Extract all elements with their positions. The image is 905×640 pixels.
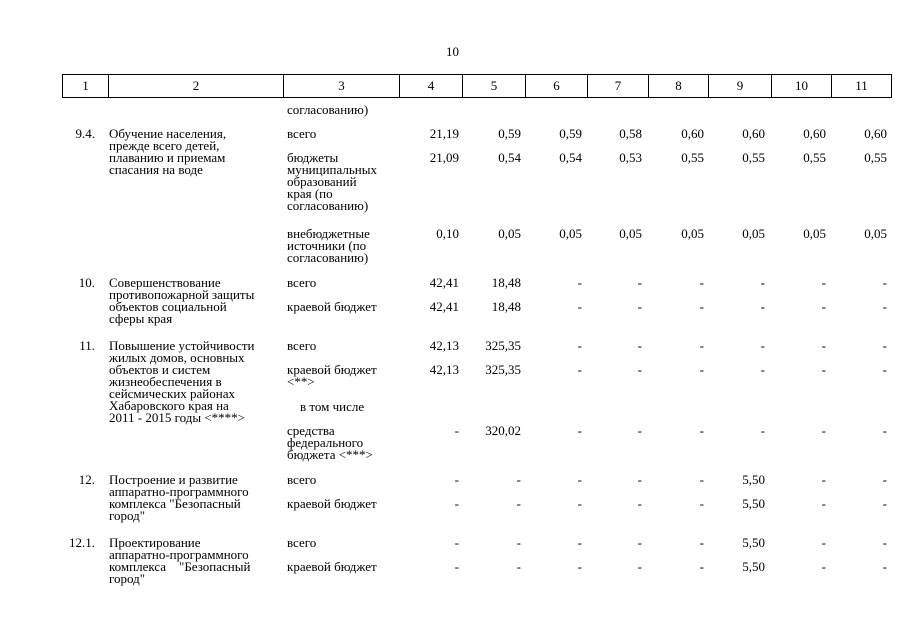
funding-source: краевой бюджет (287, 559, 377, 574)
value-cell-col-8: - (699, 299, 704, 314)
value-cell-col-6: - (577, 299, 582, 314)
header-col-9: 9 (709, 75, 772, 98)
value-cell-col-10: - (821, 275, 826, 290)
value-cell-col-8: - (699, 275, 704, 290)
funding-source: в том числе (300, 399, 365, 414)
funding-source: краевой бюджет <**> (287, 362, 377, 389)
value-cell-col-6: - (577, 559, 582, 574)
value-cell-col-6: - (577, 535, 582, 550)
measure-name: Проектирование аппаратно-программного комплекса "Безопасный город" (109, 535, 251, 586)
value-cell-col-11: - (882, 472, 887, 487)
funding-source: всего (287, 275, 317, 290)
value-cell-col-7: 0,58 (619, 126, 642, 141)
value-cell-col-7: - (637, 535, 642, 550)
value-cell-col-10: - (821, 535, 826, 550)
value-cell-col-8: - (699, 496, 704, 511)
value-cell-col-11: - (882, 423, 887, 438)
value-cell-col-5: 0,54 (498, 150, 521, 165)
value-cell-col-11: - (882, 338, 887, 353)
value-cell-col-9: 5,50 (742, 535, 765, 550)
row-number: 11. (79, 338, 95, 353)
value-cell-col-6: - (577, 423, 582, 438)
value-cell-col-9: - (760, 275, 765, 290)
value-cell-col-5: 18,48 (491, 299, 521, 314)
header-col-6: 6 (526, 75, 588, 98)
value-cell-col-6: 0,05 (559, 226, 582, 241)
funding-source: всего (287, 535, 317, 550)
value-cell-col-11: 0,05 (864, 226, 887, 241)
funding-source: всего (287, 472, 317, 487)
value-cell-col-8: - (699, 559, 704, 574)
funding-source: бюджеты муниципальных образований края (по согласованию) (287, 150, 378, 213)
value-cell-col-8: - (699, 472, 704, 487)
value-cell-col-11: - (882, 299, 887, 314)
value-cell-col-10: 0,55 (803, 150, 826, 165)
value-cell-col-8: 0,55 (681, 150, 704, 165)
header-col-4: 4 (400, 75, 463, 98)
value-cell-col-11: - (882, 362, 887, 377)
value-cell-col-5: 325,35 (485, 338, 521, 353)
value-cell-col-8: - (699, 535, 704, 550)
value-cell-col-7: - (637, 423, 642, 438)
value-cell-col-4: - (454, 559, 459, 574)
value-cell-col-4: 0,10 (436, 226, 459, 241)
value-cell-col-6: 0,59 (559, 126, 582, 141)
value-cell-col-5: - (516, 496, 521, 511)
value-cell-col-9: - (760, 423, 765, 438)
value-cell-col-4: 21,19 (429, 126, 459, 141)
header-col-10: 10 (772, 75, 832, 98)
header-col-2: 2 (109, 75, 284, 98)
header-col-3: 3 (284, 75, 400, 98)
value-cell-col-4: 42,13 (429, 338, 459, 353)
value-cell-col-9: 5,50 (742, 559, 765, 574)
funding-source: всего (287, 338, 317, 353)
value-cell-col-5: - (516, 559, 521, 574)
value-cell-col-11: - (882, 275, 887, 290)
value-cell-col-10: - (821, 559, 826, 574)
value-cell-col-4: 42,41 (429, 275, 459, 290)
value-cell-col-8: - (699, 423, 704, 438)
value-cell-col-7: - (637, 362, 642, 377)
column-number-header (62, 74, 892, 98)
value-cell-col-10: - (821, 299, 826, 314)
value-cell-col-4: - (454, 423, 459, 438)
value-cell-col-9: 0,55 (742, 150, 765, 165)
value-cell-col-6: 0,54 (559, 150, 582, 165)
value-cell-col-8: - (699, 338, 704, 353)
value-cell-col-6: - (577, 338, 582, 353)
value-cell-col-4: 42,41 (429, 299, 459, 314)
value-cell-col-5: 325,35 (485, 362, 521, 377)
value-cell-col-8: - (699, 362, 704, 377)
value-cell-col-10: - (821, 496, 826, 511)
funding-source: всего (287, 126, 317, 141)
row-number: 10. (78, 275, 95, 290)
value-cell-col-10: 0,05 (803, 226, 826, 241)
value-cell-col-10: - (821, 472, 826, 487)
measure-name: Построение и развитие аппаратно-программного комплекса "Безопасный город" (109, 472, 249, 523)
value-cell-col-7: - (637, 496, 642, 511)
value-cell-col-5: 0,05 (498, 226, 521, 241)
value-cell-col-7: 0,53 (619, 150, 642, 165)
funding-source: внебюджетные источники (по согласованию) (287, 226, 370, 265)
value-cell-col-5: 320,02 (485, 423, 521, 438)
row-number: 9.4. (75, 126, 95, 141)
value-cell-col-6: - (577, 496, 582, 511)
value-cell-col-5: - (516, 472, 521, 487)
value-cell-col-8: 0,60 (681, 126, 704, 141)
value-cell-col-10: 0,60 (803, 126, 826, 141)
value-cell-col-11: 0,55 (864, 150, 887, 165)
value-cell-col-4: - (454, 535, 459, 550)
funding-source: краевой бюджет (287, 496, 377, 511)
value-cell-col-7: - (637, 472, 642, 487)
row-number: 12.1. (69, 535, 95, 550)
value-cell-col-9: - (760, 299, 765, 314)
header-col-5: 5 (463, 75, 526, 98)
value-cell-col-4: - (454, 496, 459, 511)
value-cell-col-6: - (577, 275, 582, 290)
value-cell-col-7: - (637, 559, 642, 574)
value-cell-col-11: 0,60 (864, 126, 887, 141)
value-cell-col-7: - (637, 299, 642, 314)
value-cell-col-6: - (577, 362, 582, 377)
value-cell-col-7: 0,05 (619, 226, 642, 241)
value-cell-col-9: 0,05 (742, 226, 765, 241)
value-cell-col-9: 5,50 (742, 496, 765, 511)
header-col-1: 1 (63, 75, 109, 98)
measure-name: Совершенствование противопожарной защиты объектов социальной сферы края (109, 275, 255, 326)
value-cell-col-11: - (882, 496, 887, 511)
value-cell-col-9: 0,60 (742, 126, 765, 141)
row-number: 12. (78, 472, 95, 487)
value-cell-col-4: - (454, 472, 459, 487)
value-cell-col-4: 21,09 (429, 150, 459, 165)
value-cell-col-11: - (882, 559, 887, 574)
value-cell-col-7: - (637, 275, 642, 290)
value-cell-col-11: - (882, 535, 887, 550)
header-col-8: 8 (649, 75, 709, 98)
value-cell-col-5: 0,59 (498, 126, 521, 141)
value-cell-col-5: 18,48 (491, 275, 521, 290)
header-col-7: 7 (588, 75, 649, 98)
header-col-11: 11 (832, 75, 892, 98)
value-cell-col-8: 0,05 (681, 226, 704, 241)
value-cell-col-9: 5,50 (742, 472, 765, 487)
funding-source: согласованию) (287, 102, 369, 117)
value-cell-col-5: - (516, 535, 521, 550)
value-cell-col-10: - (821, 338, 826, 353)
value-cell-col-10: - (821, 362, 826, 377)
measure-name: Обучение населения, прежде всего детей, плаванию и приемам спасания на воде (109, 126, 227, 177)
funding-source: краевой бюджет (287, 299, 377, 314)
value-cell-col-7: - (637, 338, 642, 353)
value-cell-col-9: - (760, 362, 765, 377)
value-cell-col-9: - (760, 338, 765, 353)
value-cell-col-10: - (821, 423, 826, 438)
value-cell-col-4: 42,13 (429, 362, 459, 377)
page-number: 10 (446, 44, 459, 59)
funding-source: средства федерального бюджета <***> (287, 423, 373, 462)
measure-name: Повышение устойчивости жилых домов, основных объектов и систем жизнеобеспечения в сейсмических районах Хабаровского края на 2011 - 2015 годы <****> (109, 338, 255, 425)
value-cell-col-6: - (577, 472, 582, 487)
